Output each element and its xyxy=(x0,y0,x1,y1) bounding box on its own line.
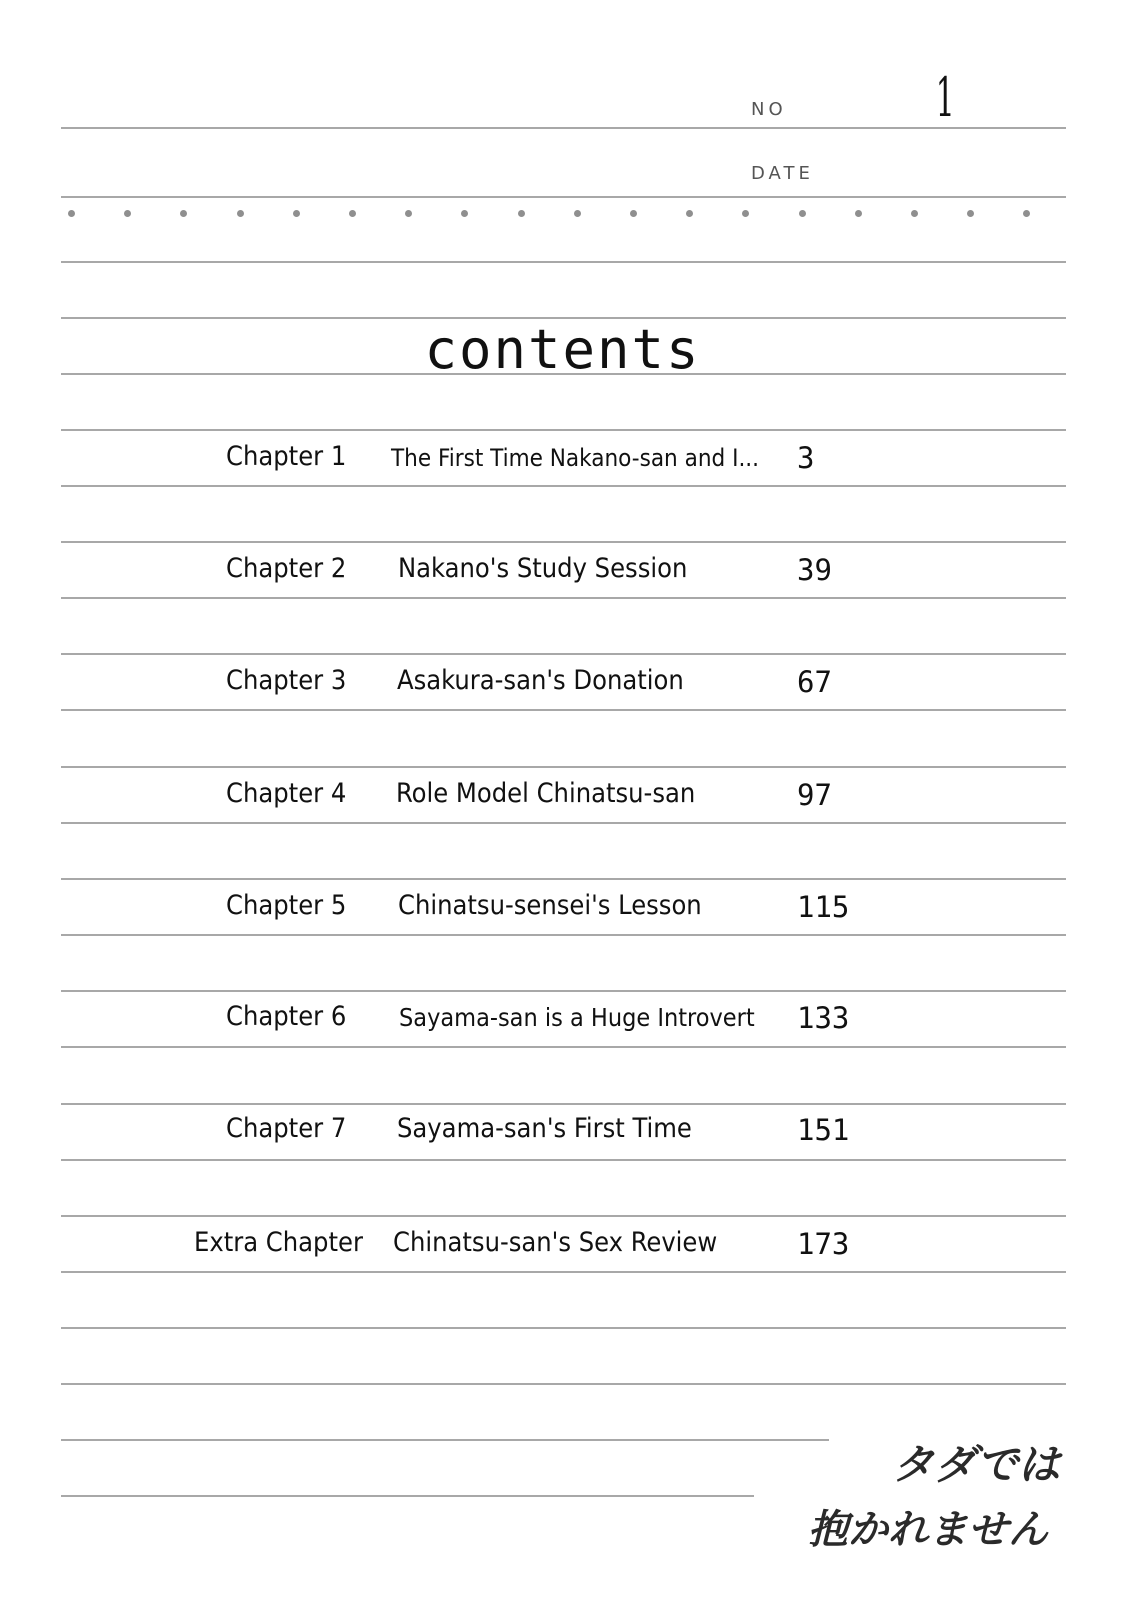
rule-line xyxy=(61,822,1066,824)
divider-dot xyxy=(574,210,581,217)
chapter-title: Nakano's Study Session xyxy=(398,553,688,584)
date-label: DATE xyxy=(751,163,814,184)
divider-dot xyxy=(237,210,244,217)
chapter-title: Sayama-san's First Time xyxy=(397,1113,692,1144)
rule-line xyxy=(61,709,1066,711)
divider-dot xyxy=(349,210,356,217)
chapter-title: Asakura-san's Donation xyxy=(397,665,684,696)
divider-dot xyxy=(1023,210,1030,217)
rule-line xyxy=(61,261,1066,263)
toc-row xyxy=(0,1227,1125,1271)
rule-line xyxy=(61,597,1066,599)
rule-line xyxy=(61,1495,754,1497)
rule-line xyxy=(61,878,1066,880)
rule-line xyxy=(61,1159,1066,1161)
chapter-page: 39 xyxy=(797,553,832,587)
divider-dot xyxy=(293,210,300,217)
chapter-title: The First Time Nakano-san and I... xyxy=(391,444,760,472)
chapter-page: 97 xyxy=(797,778,832,812)
rule-line xyxy=(61,1439,829,1441)
chapter-title: Chinatsu-san's Sex Review xyxy=(393,1227,718,1258)
chapter-title: Role Model Chinatsu-san xyxy=(396,778,696,809)
chapter-page: 115 xyxy=(797,890,850,924)
divider-dot xyxy=(180,210,187,217)
toc-row xyxy=(0,665,1125,709)
divider-dot xyxy=(855,210,862,217)
rule-line xyxy=(61,653,1066,655)
rule-line xyxy=(61,1215,1066,1217)
chapter-label: Chapter 7 xyxy=(226,1113,347,1144)
toc-row xyxy=(0,778,1125,822)
chapter-label: Chapter 5 xyxy=(226,890,347,921)
rule-line xyxy=(61,1383,1066,1385)
no-label: NO xyxy=(751,99,787,120)
rule-line xyxy=(61,1103,1066,1105)
dotted-divider xyxy=(68,210,1058,218)
divider-dot xyxy=(911,210,918,217)
chapter-label: Chapter 3 xyxy=(226,665,347,696)
toc-row xyxy=(0,441,1125,485)
toc-row xyxy=(0,1113,1125,1157)
logo-line-1: タダでは xyxy=(892,1440,1061,1489)
divider-dot xyxy=(742,210,749,217)
page-title: contents xyxy=(424,318,701,381)
rule-line xyxy=(61,1327,1066,1329)
toc-row xyxy=(0,553,1125,597)
divider-dot xyxy=(686,210,693,217)
no-value: 1 xyxy=(935,66,955,129)
chapter-label: Chapter 4 xyxy=(226,778,347,809)
divider-dot xyxy=(405,210,412,217)
divider-dot xyxy=(799,210,806,217)
rule-line xyxy=(61,766,1066,768)
divider-dot xyxy=(630,210,637,217)
rule-line xyxy=(61,990,1066,992)
rule-line xyxy=(61,934,1066,936)
rule-line xyxy=(61,429,1066,431)
divider-dot xyxy=(518,210,525,217)
divider-dot xyxy=(124,210,131,217)
chapter-page: 151 xyxy=(797,1113,850,1147)
rule-line xyxy=(61,1046,1066,1048)
rule-line xyxy=(61,1271,1066,1273)
rule-line xyxy=(61,196,1066,198)
rule-line xyxy=(61,541,1066,543)
logo-line-2: 抱かれません xyxy=(808,1507,1048,1553)
rule-line xyxy=(61,127,1066,129)
toc-row xyxy=(0,1001,1125,1045)
chapter-label: Extra Chapter xyxy=(194,1227,363,1258)
divider-dot xyxy=(68,210,75,217)
chapter-page: 173 xyxy=(797,1227,850,1261)
divider-dot xyxy=(461,210,468,217)
chapter-page: 3 xyxy=(797,441,815,475)
chapter-label: Chapter 6 xyxy=(226,1001,347,1032)
chapter-page: 67 xyxy=(797,665,832,699)
chapter-title: Chinatsu-sensei's Lesson xyxy=(398,890,702,921)
chapter-title: Sayama-san is a Huge Introvert xyxy=(399,1003,755,1032)
toc-row xyxy=(0,890,1125,934)
rule-line xyxy=(61,485,1066,487)
divider-dot xyxy=(967,210,974,217)
chapter-label: Chapter 1 xyxy=(226,441,347,472)
chapter-label: Chapter 2 xyxy=(226,553,347,584)
chapter-page: 133 xyxy=(797,1001,850,1035)
series-logo xyxy=(808,1432,1076,1572)
